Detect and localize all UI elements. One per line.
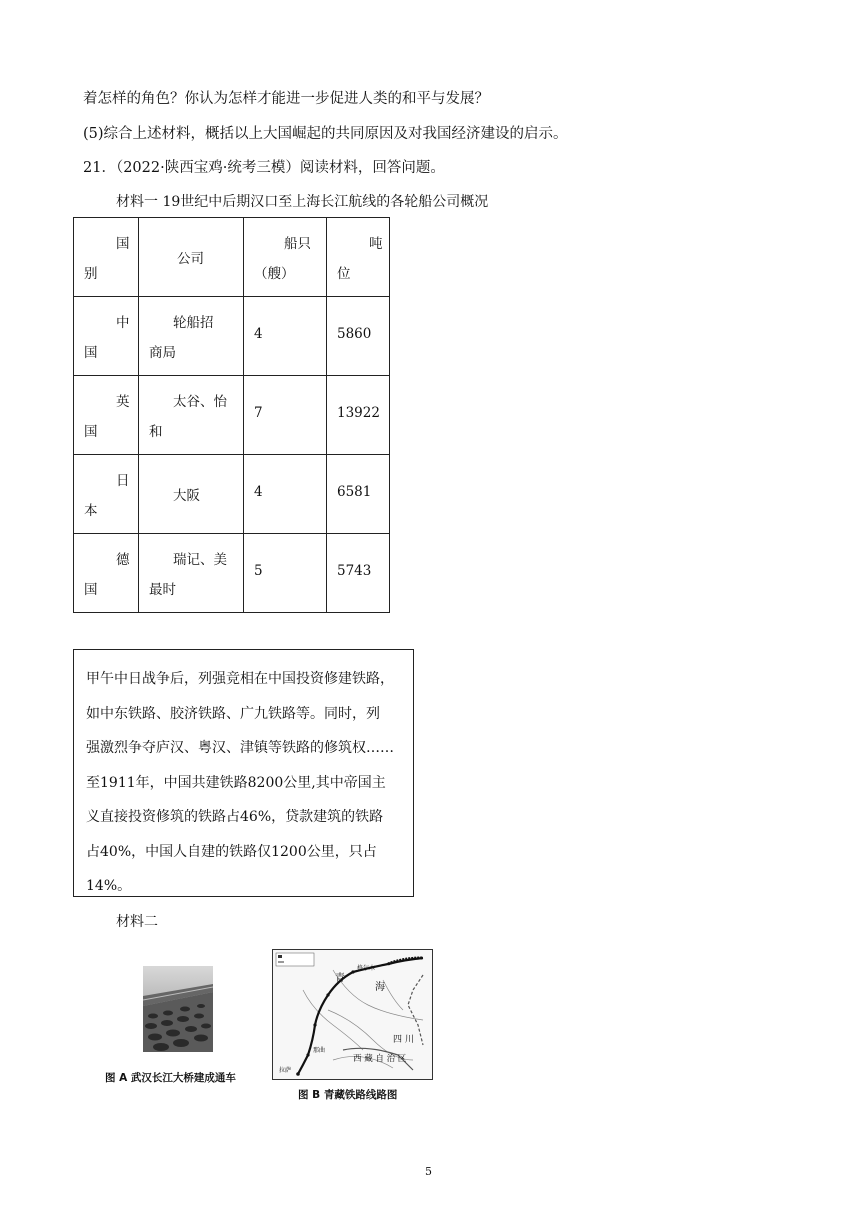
country-b: 国: [84, 424, 98, 440]
label-naqu: 那曲: [313, 1047, 326, 1054]
question-21-heading: 21．（2022·陕西宝鸡·统考三模）阅读材料，回答问题。: [83, 160, 445, 176]
tonnage: 5860: [337, 326, 372, 342]
country-a: 中: [116, 315, 130, 331]
railway-map-svg: [273, 950, 432, 1079]
country-b: 本: [84, 503, 98, 519]
railway-text-box: [73, 649, 414, 897]
qinghai-tibet-railway-map: [272, 949, 433, 1080]
figure-a-caption: 图 A 武汉长江大桥建成通车: [105, 1072, 236, 1084]
ships-count: 4: [254, 484, 263, 500]
shipping-table: [73, 217, 390, 613]
company-b: 商局: [149, 345, 176, 361]
label-lhasa: 拉萨: [279, 1067, 292, 1074]
box-line: 占40%，中国人自建的铁路仅1200公里，只占: [86, 843, 377, 860]
table-row: [74, 455, 390, 534]
country-b: 国: [84, 582, 98, 598]
box-line: 强激烈争夺庐汉、粤汉、津镇等铁路的修筑权……: [86, 740, 394, 756]
box-line: 如中东铁路、胶济铁路、广九铁路等。同时，列: [86, 705, 380, 722]
header-ships-b: （艘）: [254, 266, 295, 282]
ships-count: 4: [254, 326, 263, 342]
tonnage: 6581: [337, 484, 372, 500]
company-a: 大阪: [173, 488, 200, 504]
table-row: [74, 297, 390, 376]
header-tons-b: 位: [337, 266, 351, 282]
ships-count: 7: [254, 405, 263, 421]
header-country-b: 别: [84, 266, 98, 282]
header-company: 公司: [177, 251, 204, 267]
table-row: [74, 376, 390, 455]
label-xizang: 西 藏 自 治 区: [353, 1054, 407, 1064]
company-a: 瑞记、美: [173, 552, 227, 568]
label-qing: 青: [335, 973, 345, 984]
country-a: 德: [116, 552, 130, 568]
label-golmud: 格尔木: [357, 965, 376, 972]
ships-count: 5: [254, 563, 263, 579]
tonnage: 5743: [337, 563, 372, 579]
country-a: 日: [116, 473, 130, 489]
country-a: 英: [116, 394, 130, 410]
header-country-a: 国: [116, 236, 130, 252]
tonnage: 13922: [337, 405, 380, 421]
page-number: 5: [425, 1165, 432, 1178]
box-line: 至1911年，中国共建铁路8200公里,其中帝国主: [86, 774, 386, 791]
company-b: 最时: [149, 582, 176, 598]
box-line: 14%。: [86, 878, 132, 894]
material-1-caption: 材料一 19世纪中后期汉口至上海长江航线的各轮船公司概况: [116, 194, 489, 210]
table-header-row: [74, 218, 390, 297]
question-5-text: (5)综合上述材料，概括以上大国崛起的共同原因及对我国经济建设的启示。: [83, 126, 568, 142]
company-a: 太谷、怡: [173, 394, 227, 410]
label-sichuan: 四 川: [393, 1035, 414, 1045]
box-line: 义直接投资修筑的铁路占46%，贷款建筑的铁路: [86, 809, 384, 825]
wuhan-bridge-photo: [143, 966, 213, 1052]
label-hai: 海: [375, 982, 385, 993]
country-b: 国: [84, 345, 98, 361]
box-line: 甲午中日战争后，列强竞相在中国投资修建铁路，: [86, 671, 394, 687]
map-legend: [276, 953, 314, 966]
table-row: [74, 534, 390, 613]
question-text-line: 着怎样的角色？你认为怎样才能进一步促进人类的和平与发展？: [83, 91, 489, 107]
company-a: 轮船招: [173, 315, 214, 331]
material-2-label: 材料二: [116, 914, 158, 930]
company-b: 和: [149, 424, 163, 440]
header-tons-a: 吨: [369, 236, 383, 252]
header-ships-a: 船只: [284, 236, 311, 252]
figure-b-caption: 图 B 青藏铁路线路图: [298, 1089, 398, 1101]
